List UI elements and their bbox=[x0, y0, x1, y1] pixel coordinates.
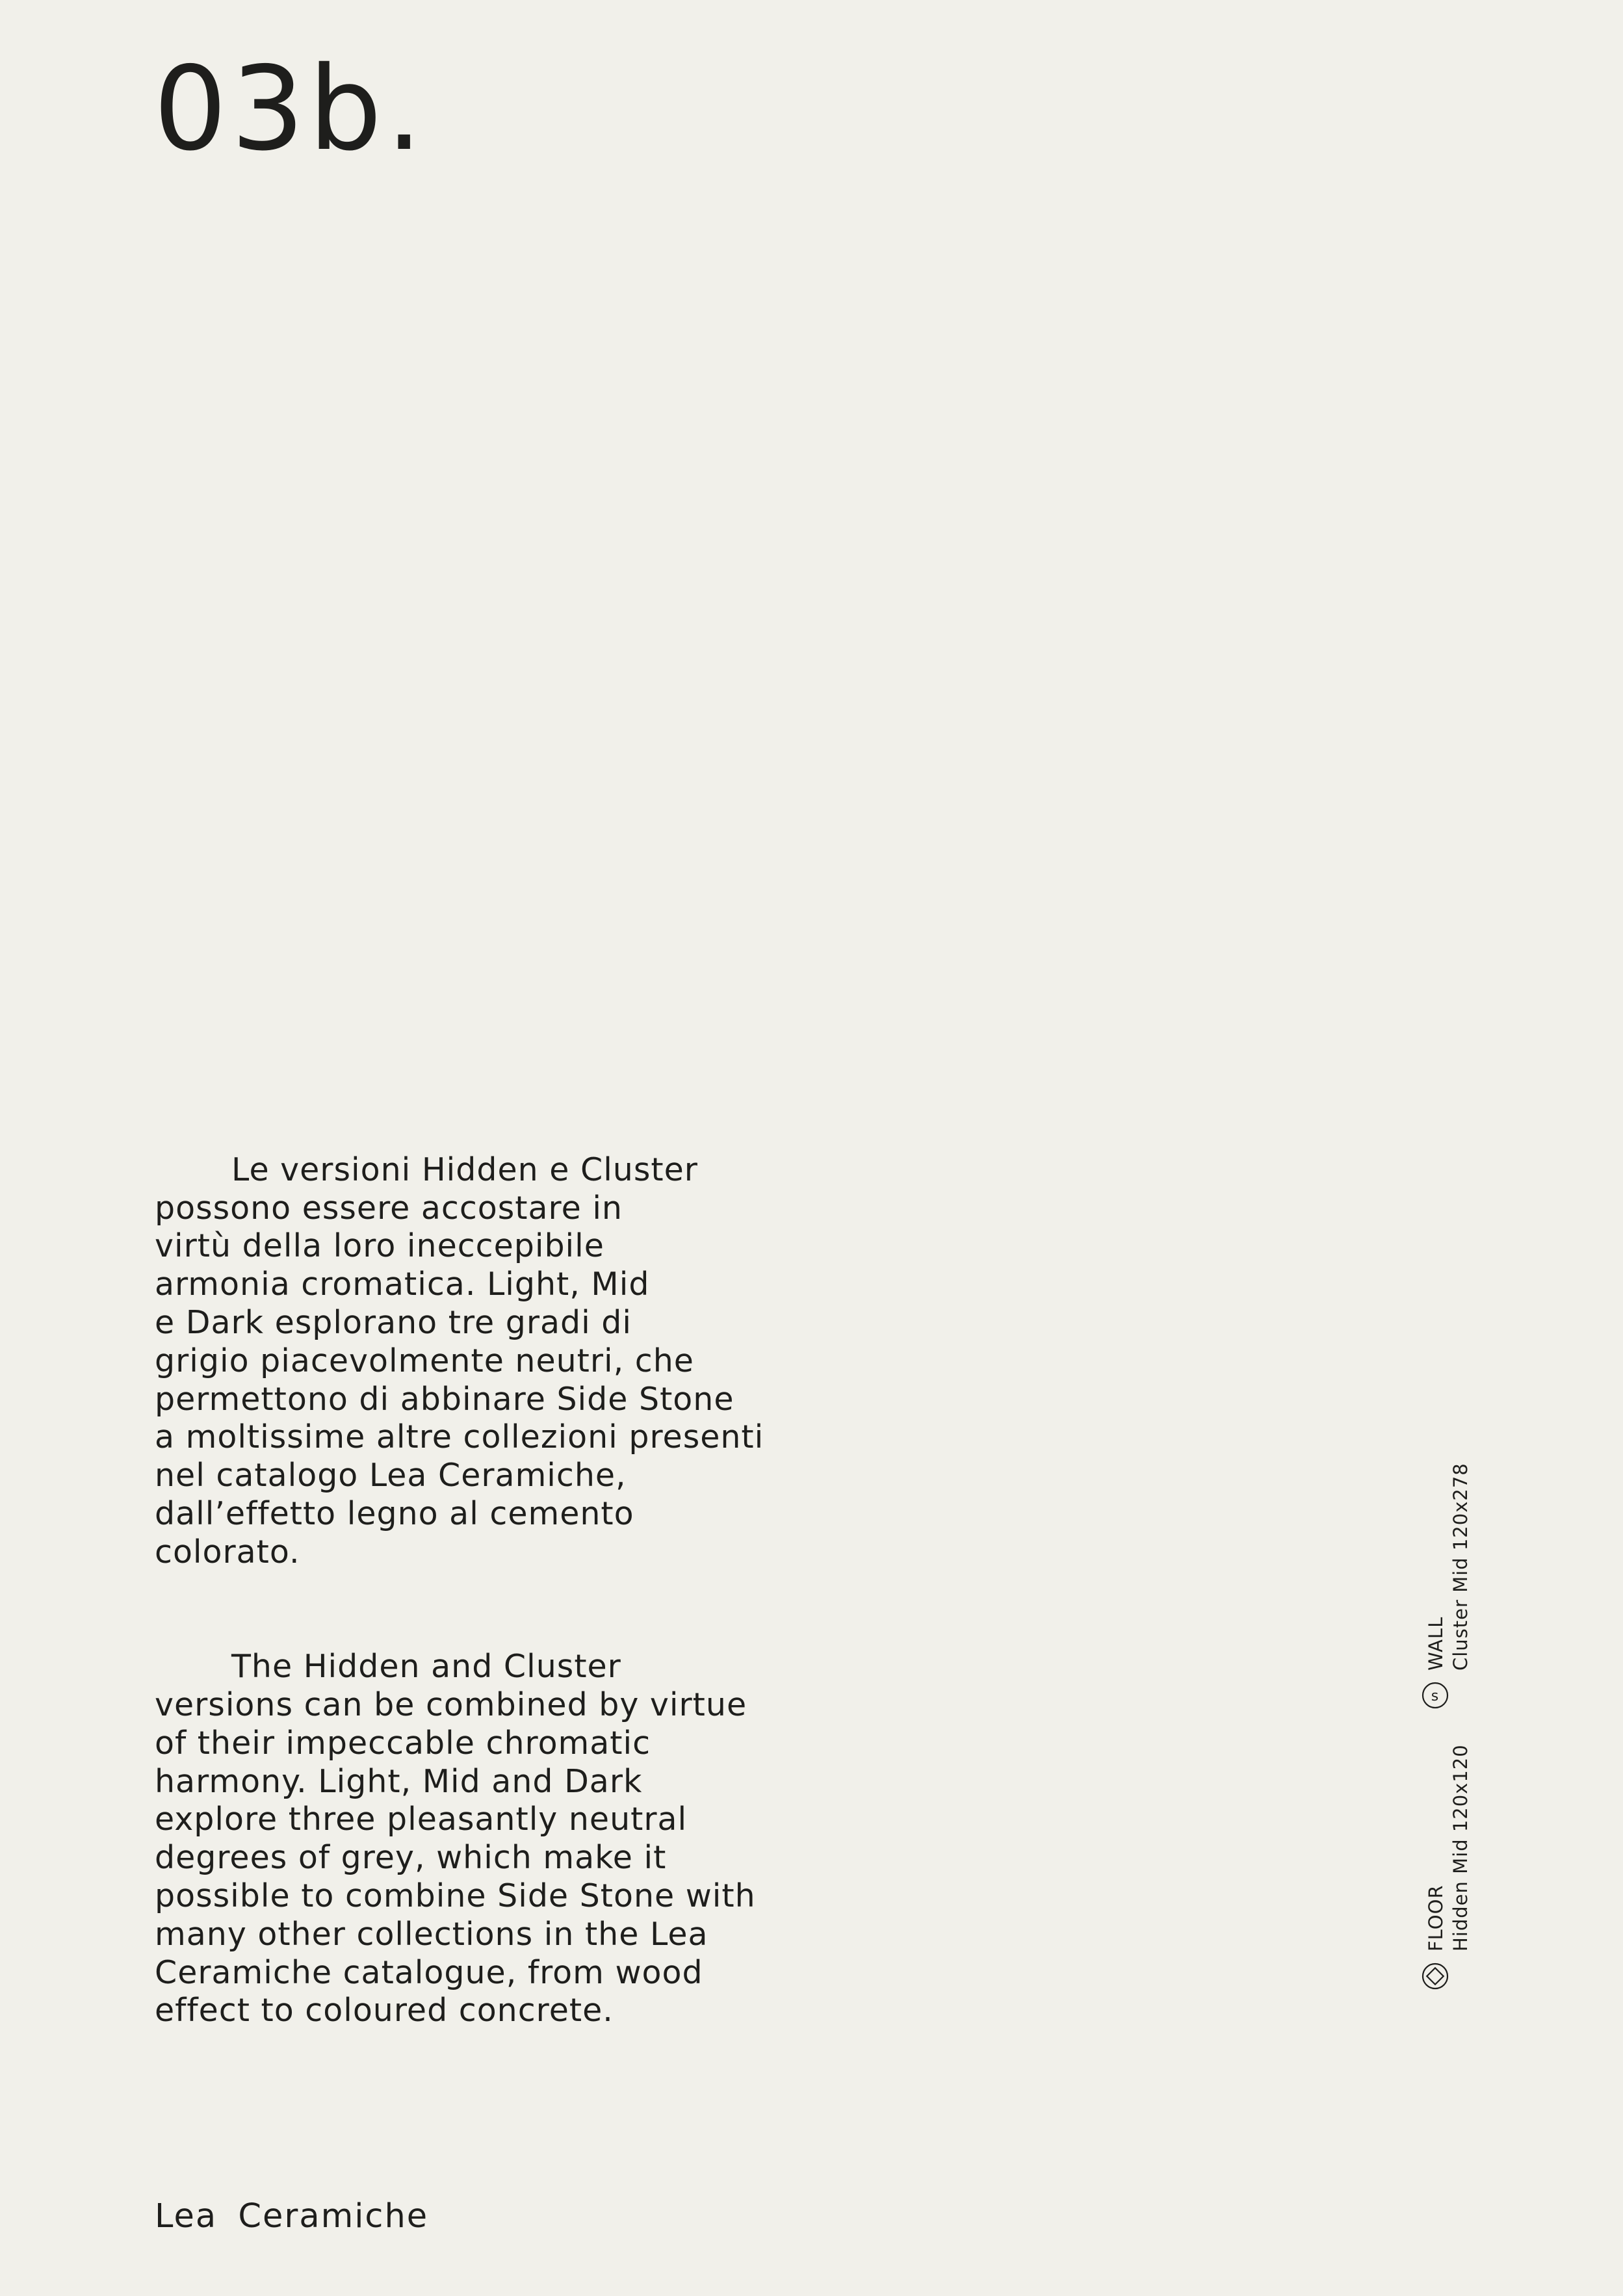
wall-product: Cluster Mid 120x278 bbox=[1449, 1463, 1472, 1671]
floor-label: FLOOR bbox=[1425, 1885, 1447, 1951]
floor-product: Hidden Mid 120x120 bbox=[1449, 1744, 1472, 1951]
brand-footer: Lea Ceramiche bbox=[155, 2197, 429, 2236]
paragraph-english: The Hidden and Cluster versions can be combined by virtue of their impeccable chromatic harmony. Light, Mid and Dark explore three pleasantly neutral degrees of grey, which make it possible to combine Side Stone with many other collections in the Lea Ceramiche catalogue, from wood effect to coloured concrete. bbox=[155, 1648, 756, 2029]
wall-label: WALL bbox=[1425, 1616, 1447, 1671]
s-circle-icon bbox=[1421, 1681, 1449, 1710]
body-text bbox=[155, 1113, 805, 2107]
diamond-circle-icon bbox=[1421, 1962, 1449, 1990]
paragraph-italian: Le versioni Hidden e Cluster possono essere accostare in virtù della loro ineccepibile armonia cromatica. Light, Mid e Dark esplorano tre gradi di grigio piacevolmente neutri, che permettono di abbinare Side Stone a moltissime altre collezioni presenti nel catalogo Lea Ceramiche, dall’effetto legno al cemento colorato. bbox=[155, 1151, 764, 1571]
floor-caption bbox=[1423, 1744, 1473, 1990]
page-number: 03b. bbox=[153, 42, 427, 176]
svg-text:s: s bbox=[1431, 1688, 1440, 1704]
wall-caption bbox=[1423, 1463, 1473, 1710]
